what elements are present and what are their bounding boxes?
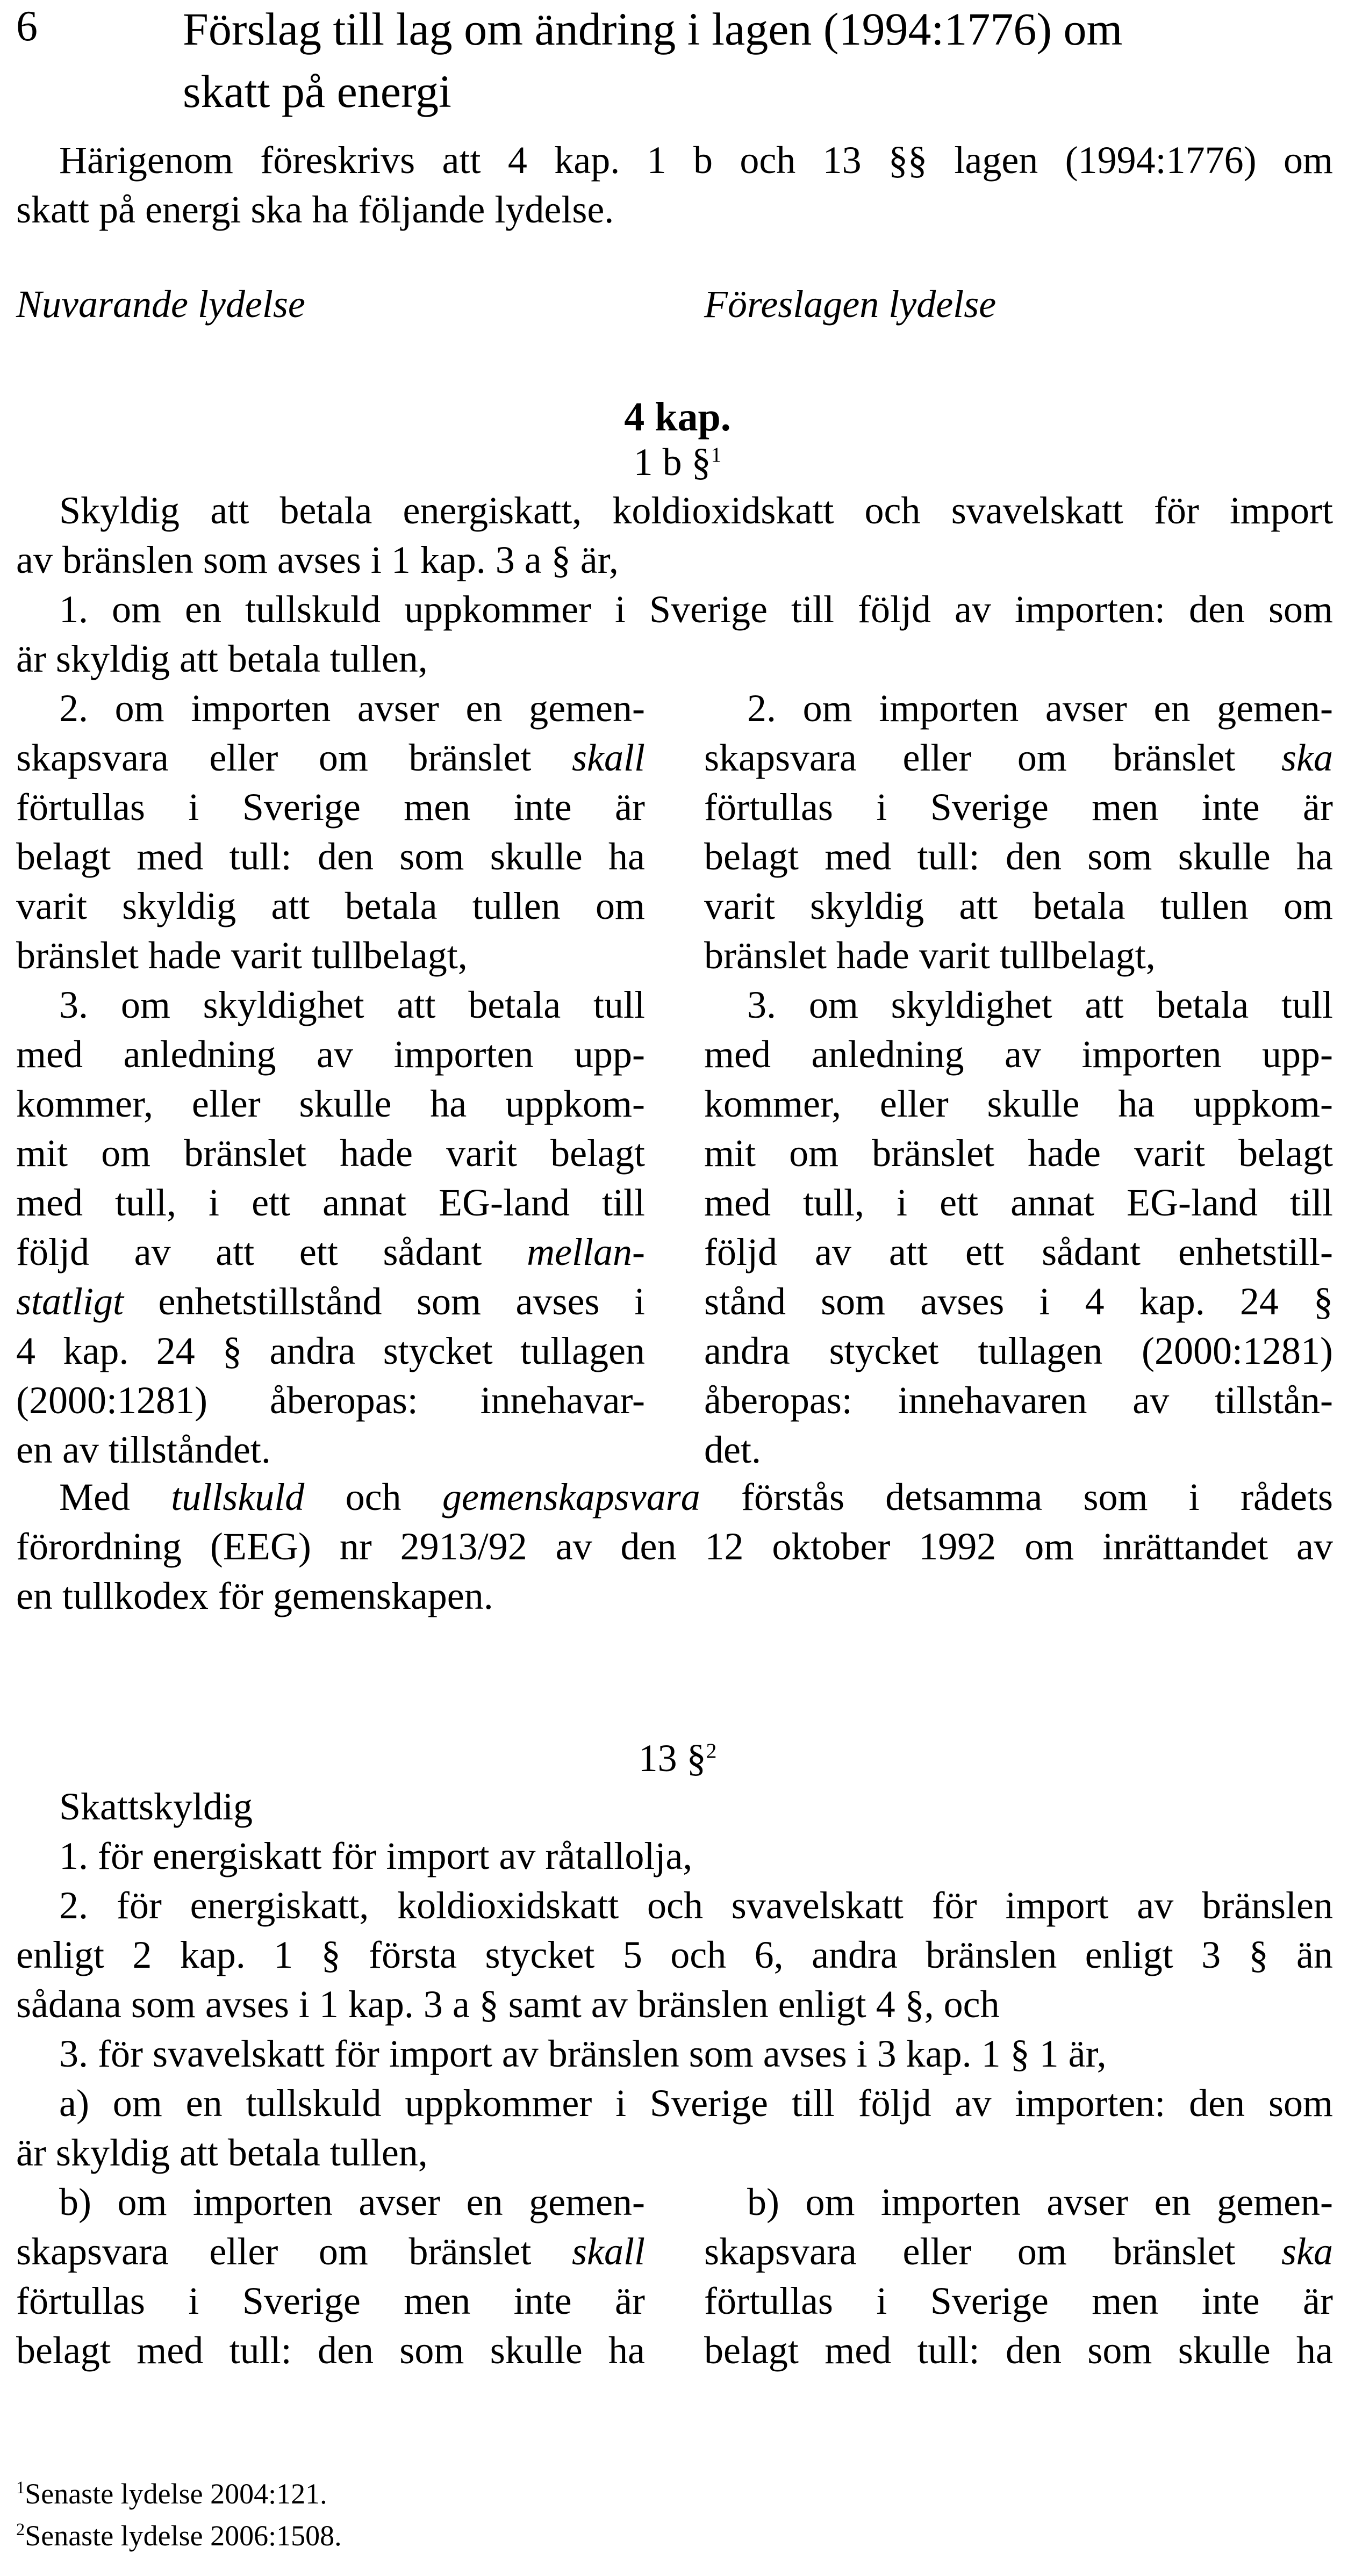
- s13-line-1: Skattskyldig: [59, 1785, 253, 1828]
- footnote-ref-1: 1: [711, 443, 722, 466]
- proposed-item2-line-2: skapsvara eller om bränslet ska: [704, 736, 1333, 779]
- intro-line-1: Härigenom föreskrivs att 4 kap. 1 b och 13 §§ lagen (1994:1776) om: [59, 139, 1333, 182]
- current-item3-line-8: 4 kap. 24 § andra stycket tullagen: [16, 1329, 645, 1372]
- current-item2-line-3: förtullas i Sverige men inte är: [16, 786, 645, 829]
- proposed-item3-line-6: följd av att ett sådant enhetstill-: [704, 1231, 1333, 1273]
- proposed-item3-line-2: med anledning av importen upp-: [704, 1033, 1333, 1076]
- current-item3-line-2: med anledning av importen upp-: [16, 1033, 645, 1076]
- current-item3-line-5: med tull, i ett annat EG-land till: [16, 1181, 645, 1224]
- s13-line-5: sådana som avses i 1 kap. 3 a § samt av bränslen enligt 4 §, och: [16, 1983, 1000, 2026]
- proposed-b-line-3: förtullas i Sverige men inte är: [704, 2279, 1333, 2322]
- current-item3-line-6: följd av att ett sådant mellan-: [16, 1231, 645, 1273]
- proposed-b-line-2: skapsvara eller om bränslet ska: [704, 2230, 1333, 2273]
- proposed-item2-line-1: 2. om importen avser en gemen-: [747, 687, 1333, 730]
- current-item3-line-9: (2000:1281) åberopas: innehavar-: [16, 1379, 645, 1422]
- s13-line-8: är skyldig att betala tullen,: [16, 2131, 428, 2174]
- section-1b-heading: [0, 437, 1355, 487]
- current-item2-line-4: belagt med tull: den som skulle ha: [16, 835, 645, 878]
- item1-line-1: 1. om en tullskuld uppkommer i Sverige till följd av importen: den som: [59, 588, 1333, 631]
- current-b-line-2: skapsvara eller om bränslet skall: [16, 2230, 645, 2273]
- current-item2-line-5: varit skyldig att betala tullen om: [16, 884, 645, 927]
- section-1b-label: 1 b §: [633, 441, 711, 484]
- proposed-item3-line-3: kommer, eller skulle ha uppkom-: [704, 1082, 1333, 1125]
- current-item2-line-6: bränslet hade varit tullbelagt,: [16, 934, 468, 977]
- footnote-ref-2: 2: [706, 1739, 717, 1762]
- definition-line-2: förordning (EEG) nr 2913/92 av den 12 oktober 1992 om inrättandet av: [16, 1525, 1333, 1568]
- proposed-item3-line-1: 3. om skyldighet att betala tull: [747, 983, 1333, 1026]
- proposed-item2-line-4: belagt med tull: den som skulle ha: [704, 835, 1333, 878]
- proposed-b-line-1: b) om importen avser en gemen-: [747, 2181, 1333, 2224]
- current-item3-line-3: kommer, eller skulle ha uppkom-: [16, 1082, 645, 1125]
- proposed-item3-line-4: mit om bränslet hade varit belagt: [704, 1132, 1333, 1175]
- chapter-heading: 4 kap.: [624, 394, 731, 440]
- proposed-item3-line-7: stånd som avses i 4 kap. 24 §: [704, 1280, 1333, 1323]
- footnote-2: $^2$Senaste lydelse 2006:1508.: [16, 2520, 342, 2552]
- current-b-line-1: b) om importen avser en gemen-: [59, 2181, 645, 2224]
- page-title-line-1: Förslag till lag om ändring i lagen (1994:1776) om: [183, 3, 1123, 55]
- current-item3-line-7: statligt enhetstillstånd som avses i: [16, 1280, 645, 1323]
- para-intro-line-1: Skyldig att betala energiskatt, koldioxidskatt och svavelskatt för import: [59, 489, 1333, 532]
- definition-line-3: en tullkodex för gemenskapen.: [16, 1574, 493, 1617]
- proposed-item3-line-5: med tull, i ett annat EG-land till: [704, 1181, 1333, 1224]
- section-13-heading: [0, 1733, 1355, 1783]
- current-item2-line-1: 2. om importen avser en gemen-: [59, 687, 645, 730]
- intro-line-2: skatt på energi ska ha följande lydelse.: [16, 188, 614, 231]
- page-number: 6: [16, 3, 38, 50]
- footnote-1: $^1$Senaste lydelse 2004:121.: [16, 2478, 327, 2510]
- s13-line-7: a) om en tullskuld uppkommer i Sverige till följd av importen: den som: [59, 2082, 1333, 2125]
- current-item2-line-2: skapsvara eller om bränslet skall: [16, 736, 645, 779]
- current-b-line-4: belagt med tull: den som skulle ha: [16, 2329, 645, 2372]
- current-item3-line-4: mit om bränslet hade varit belagt: [16, 1132, 645, 1175]
- s13-line-4: enligt 2 kap. 1 § första stycket 5 och 6, andra bränslen enligt 3 § än: [16, 1933, 1333, 1976]
- proposed-item2-line-3: förtullas i Sverige men inte är: [704, 786, 1333, 829]
- proposed-item2-line-6: bränslet hade varit tullbelagt,: [704, 934, 1156, 977]
- proposed-item3-line-10: det.: [704, 1428, 761, 1471]
- page-title-line-2: skatt på energi: [183, 66, 451, 117]
- s13-line-2: 1. för energiskatt för import av råtallolja,: [59, 1834, 693, 1877]
- definition-line-1: Med tullskuld och gemenskapsvara förstås detsamma som i rådets: [59, 1476, 1333, 1519]
- proposed-item3-line-9: åberopas: innehavaren av tillstån-: [704, 1379, 1333, 1422]
- proposed-version-heading: Föreslagen lydelse: [704, 283, 996, 326]
- s13-line-6: 3. för svavelskatt för import av bränslen som avses i 3 kap. 1 § 1 är,: [59, 2032, 1107, 2075]
- current-version-heading: Nuvarande lydelse: [16, 283, 305, 326]
- item1-line-2: är skyldig att betala tullen,: [16, 637, 428, 680]
- current-item3-line-1: 3. om skyldighet att betala tull: [59, 983, 645, 1026]
- section-13-label: 13 §: [638, 1737, 706, 1780]
- proposed-item2-line-5: varit skyldig att betala tullen om: [704, 884, 1333, 927]
- current-b-line-3: förtullas i Sverige men inte är: [16, 2279, 645, 2322]
- proposed-b-line-4: belagt med tull: den som skulle ha: [704, 2329, 1333, 2372]
- proposed-item3-line-8: andra stycket tullagen (2000:1281): [704, 1329, 1333, 1372]
- current-item3-line-10: en av tillståndet.: [16, 1428, 271, 1471]
- s13-line-3: 2. för energiskatt, koldioxidskatt och svavelskatt för import av bränslen: [59, 1884, 1333, 1927]
- para-intro-line-2: av bränslen som avses i 1 kap. 3 a § är,: [16, 538, 619, 581]
